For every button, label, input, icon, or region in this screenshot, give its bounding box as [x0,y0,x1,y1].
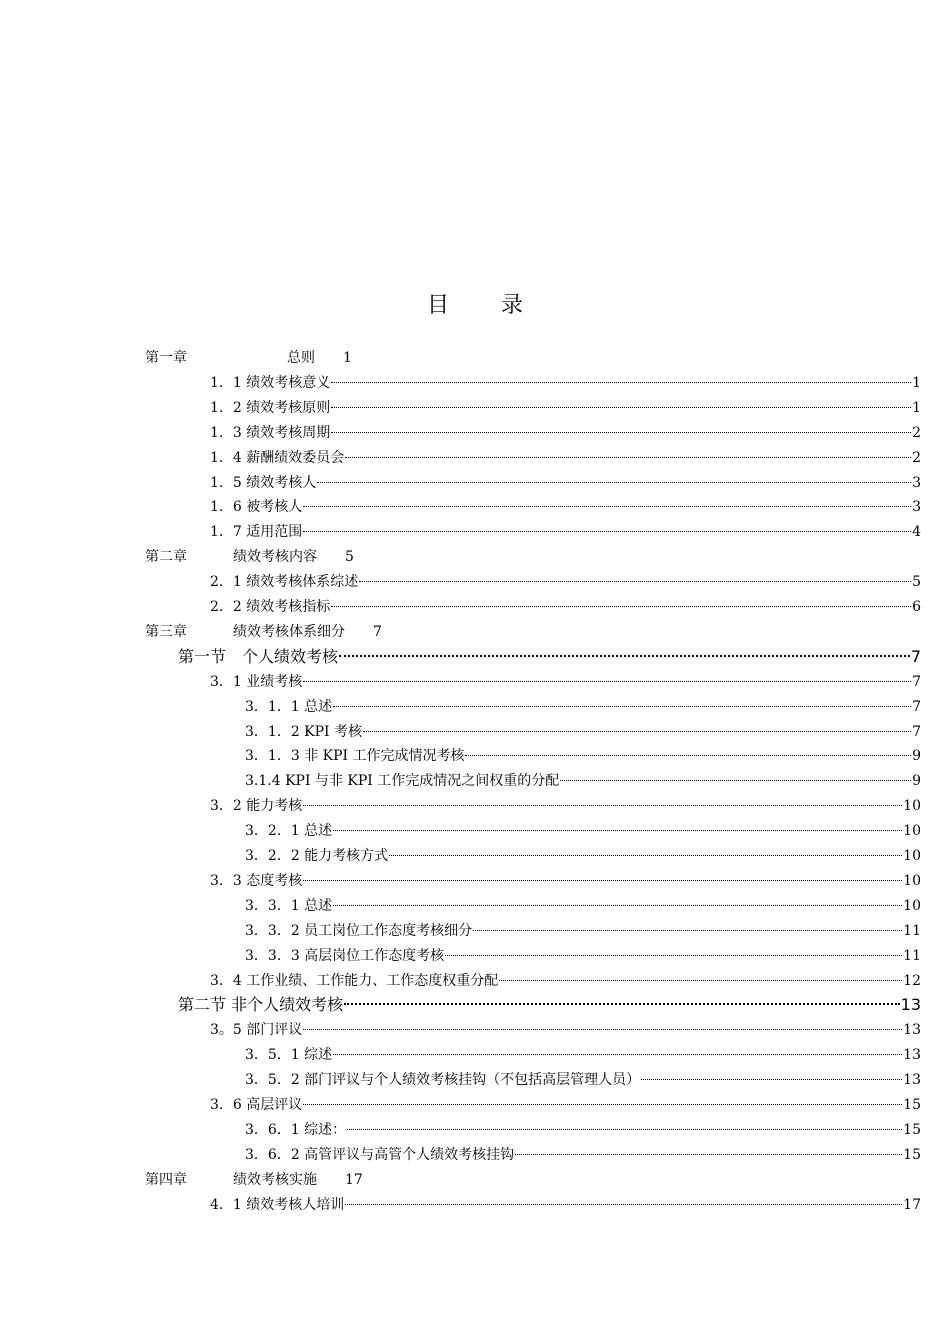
page-number: 17 [903,1196,921,1213]
entry-title: 3．1．3 非 KPI 工作完成情况考核 [245,748,465,765]
toc-entry[interactable] [245,844,921,868]
dot-leader [445,954,902,956]
page-number: 1 [912,399,921,416]
toc-entry[interactable] [245,744,921,768]
page-number: 7 [910,646,921,666]
toc-chapter-entry[interactable] [145,1168,363,1192]
toc-entry[interactable] [210,1193,921,1217]
toc-entry[interactable] [210,1093,921,1117]
page-number: 7 [912,723,921,740]
entry-title: 2．2 绩效考核指标 [210,599,331,615]
dot-leader [331,605,911,607]
dot-leader [473,929,902,931]
toc-chapter-entry[interactable] [145,545,354,569]
toc-section-entry[interactable] [178,645,921,669]
page-number: 15 [903,1121,921,1138]
dot-leader [363,730,911,732]
entry-title: 3．3．3 高层岗位工作态度考核 [245,947,445,964]
dot-leader [331,406,911,408]
dot-leader [303,1028,902,1030]
entry-title: 3．6．2 高管评议与高管个人绩效考核挂钩 [245,1146,515,1163]
page-number: 13 [903,1072,921,1089]
entry-title: 1．3 绩效考核周期 [210,424,331,441]
page-number: 3 [912,474,921,491]
entry-title: 3．2 能力考核 [210,798,303,815]
dot-leader [333,904,902,906]
dot-leader [331,431,911,433]
page-number: 11 [903,922,921,939]
toc-entry[interactable] [245,1143,921,1167]
toc-entry[interactable] [245,894,921,918]
toc-entry[interactable] [210,421,921,445]
toc-entry[interactable] [210,794,921,818]
entry-title: 1．5 绩效考核人 [210,474,317,491]
entry-title: 3．5．2 部门评议与个人绩效考核挂钩（不包括高层管理人员） [245,1072,641,1089]
page-number: 7 [912,673,921,690]
dot-leader [333,829,902,831]
entry-title: 3．6 高层评议 [210,1097,303,1113]
page-number: 13 [900,995,921,1015]
page-number: 10 [903,823,921,840]
toc-entry[interactable] [210,595,921,619]
page-number: 15 [903,1146,921,1163]
entry-title: 1．1 绩效考核意义 [210,374,331,391]
page-number: 10 [903,798,921,815]
page-number: 2 [912,424,921,441]
page-number: 7 [373,623,382,640]
toc-entry[interactable] [245,919,921,943]
entry-title: 3．5．1 综述 [245,1047,333,1064]
dot-leader [359,580,911,582]
entry-title: 1．7 适用范围 [210,524,303,541]
toc-chapter-entry[interactable] [145,620,382,644]
entry-title: 3．1 业绩考核 [210,673,303,690]
toc-entry[interactable] [245,769,921,793]
dot-leader [333,705,911,707]
toc-entry[interactable] [210,670,921,694]
toc-entry[interactable] [210,446,921,470]
toc-entry[interactable] [210,371,921,395]
page-number: 7 [912,698,921,715]
toc-entry[interactable] [210,570,921,594]
dot-leader [333,1053,902,1055]
toc-entry[interactable] [210,495,921,519]
page-number: 3 [912,499,921,516]
dot-leader [347,1128,902,1130]
entry-title: 3．1．1 总述 [245,698,333,715]
dot-leader [389,854,902,856]
toc-section-entry[interactable] [178,993,921,1017]
chapter-label: 第二章 [145,549,187,566]
page-number: 11 [903,947,921,964]
dot-leader [499,979,902,981]
entry-title: 1．4 薪酬绩效委员会 [210,449,345,466]
page-number: 2 [912,449,921,466]
entry-title: 3．3．2 员工岗位工作态度考核细分 [245,922,473,939]
entry-title: 3．3 态度考核 [210,872,303,889]
entry-title: 3．4 工作业绩、工作能力、工作态度权重分配 [210,972,499,989]
toc-entry[interactable] [210,520,921,544]
dot-leader [344,1002,900,1005]
toc-entry[interactable] [245,1068,921,1092]
dot-leader [465,754,911,756]
toc-entry[interactable] [210,1018,921,1042]
page-number: 15 [903,1097,921,1113]
dot-leader [303,879,902,881]
entry-title: 3．3．1 总述 [245,897,333,914]
page-number: 17 [345,1171,363,1188]
entry-title: 3．2．2 能力考核方式 [245,848,389,864]
dot-leader [345,1203,902,1205]
entry-title: 2．1 绩效考核体系综述 [210,574,359,591]
dot-leader [331,381,911,383]
toc-entry[interactable] [210,969,921,993]
entry-title: 3．6．1 综述： [245,1121,347,1138]
entry-title: 3．1．2 KPI 考核 [245,723,363,740]
page-number: 13 [903,1022,921,1039]
entry-title: 3．2．1 总述 [245,823,333,840]
chapter-title: 绩效考核体系细分 [233,623,345,640]
dot-leader [303,680,911,682]
page-number: 5 [345,549,354,566]
toc-entry[interactable] [245,720,921,744]
entry-title: 1．2 绩效考核原则 [210,399,331,416]
dot-leader [515,1153,902,1155]
toc-entry[interactable] [210,869,921,893]
chapter-title: 总则 [287,350,315,366]
dot-leader [560,779,911,781]
dot-leader [317,481,911,483]
page-number: 6 [912,599,921,615]
page-number: 4 [912,524,921,541]
page-number: 9 [912,748,921,765]
page-number: 10 [903,872,921,889]
chapter-label: 第三章 [145,623,187,640]
page-number: 9 [912,773,921,790]
dot-leader [303,530,911,532]
entry-title: 3。5 部门评议 [210,1022,303,1039]
dot-leader [339,654,910,657]
chapter-title: 绩效考核内容 [233,549,317,566]
entry-title: 第一节 个人绩效考核 [178,646,339,666]
page-number: 13 [903,1047,921,1064]
title-char-right: 录 [501,293,524,318]
toc-entry[interactable] [245,1043,921,1067]
page-number: 12 [903,972,921,989]
toc-entry[interactable] [245,695,921,719]
page-title [0,288,950,319]
page-number: 10 [903,848,921,864]
dot-leader [345,456,911,458]
dot-leader [303,1103,902,1105]
toc-entry[interactable] [245,1118,921,1142]
dot-leader [303,505,911,507]
dot-leader [303,804,902,806]
dot-leader [641,1078,902,1080]
chapter-title: 绩效考核实施 [233,1171,317,1188]
chapter-label: 第四章 [145,1171,187,1188]
entry-title: 3.1.4 KPI 与非 KPI 工作完成情况之间权重的分配 [245,773,560,790]
toc-entry[interactable] [245,819,921,843]
entry-title: 4．1 绩效考核人培训 [210,1196,345,1213]
toc-chapter-entry[interactable] [145,346,352,370]
toc-entry[interactable] [210,396,921,420]
page-number: 1 [912,374,921,391]
chapter-label: 第一章 [145,350,187,366]
entry-title: 1．6 被考核人 [210,499,303,516]
title-char-left: 目 [426,293,449,318]
toc-entry[interactable] [210,471,921,495]
toc-entry[interactable] [245,944,921,968]
page-number: 1 [343,350,352,366]
entry-title: 第二节 非个人绩效考核 [178,995,344,1015]
page-number: 10 [903,897,921,914]
page-number: 5 [912,574,921,591]
